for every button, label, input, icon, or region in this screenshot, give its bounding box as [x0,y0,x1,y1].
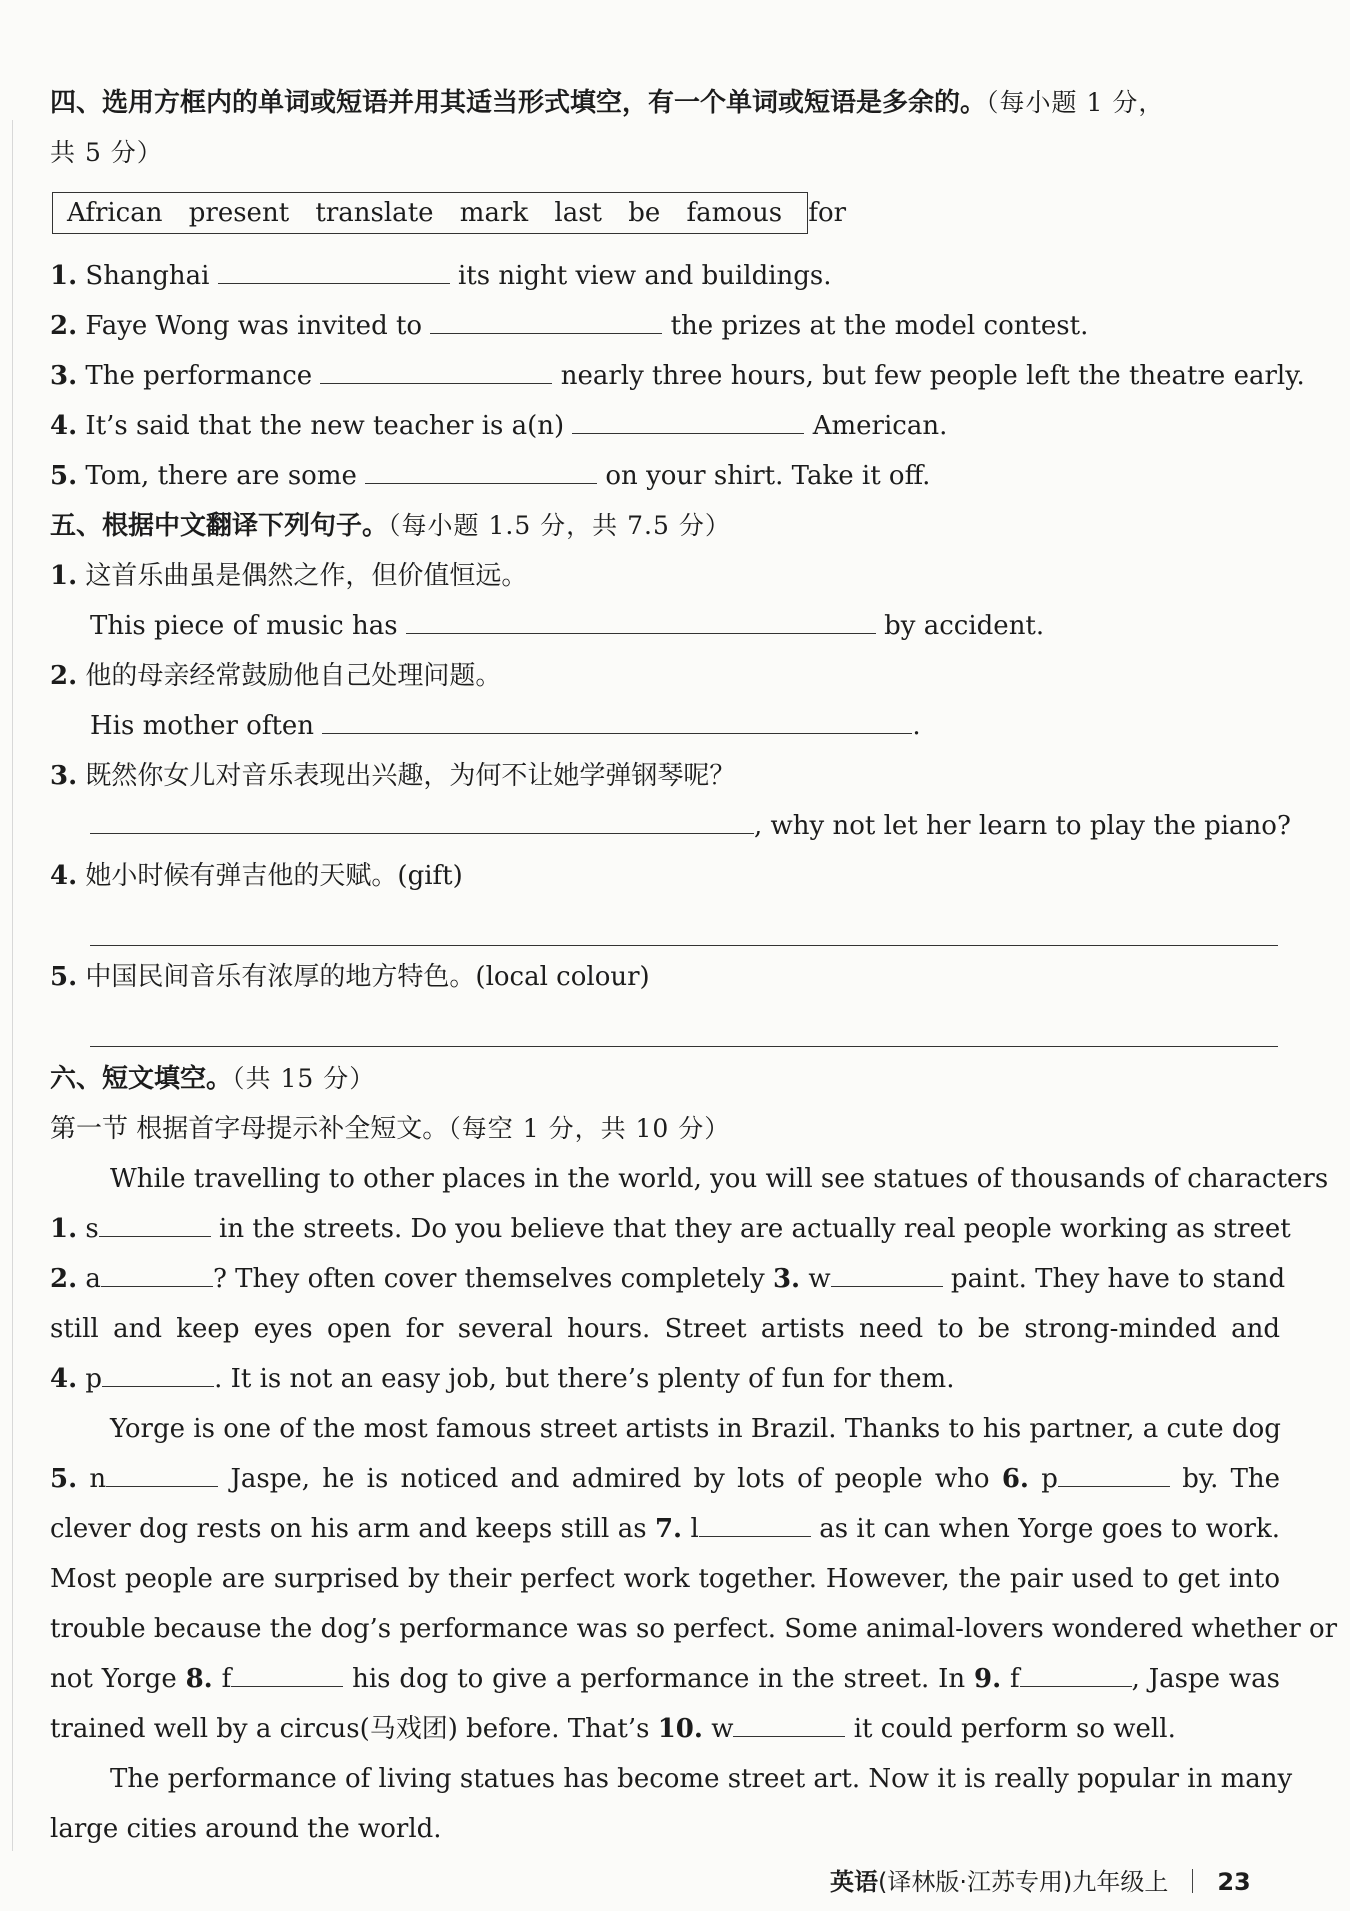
s5-item-1-cn: 1. 这首乐曲虽是偶然之作，但价值恒远。 [50,561,528,591]
answer-blank[interactable] [322,709,912,734]
s4-item-3: 3. The performance nearly three hours, but few people left the theatre early. [50,361,1305,391]
passage-line: still and keep eyes open for several hours. Street artists need to be strong-minded and [50,1314,1280,1344]
s5-item-4-cn: 4. 她小时候有弹吉他的天赋。(gift) [50,861,463,891]
passage-line: 1. s in the streets. Do you believe that they are actually real people working as street [50,1214,1291,1244]
passage-line: 5. n Jaspe, he is noticed and admired by lots of people who 6. p by. The [50,1464,1281,1494]
passage-line: 4. p . It is not an easy job, but there’s plenty of fun for them. [50,1364,955,1394]
answer-blank[interactable] [406,609,876,634]
answer-blank[interactable] [365,459,597,484]
section-4-points: 共 5 分） [50,138,163,167]
answer-blank[interactable] [218,259,450,284]
section-6-subheading: 第一节 根据首字母提示补全短文。（每空 1 分，共 10 分） [50,1114,731,1144]
page-edge [12,120,13,1851]
page-footer [830,1867,1251,1897]
answer-blank[interactable] [1058,1462,1170,1487]
answer-blank[interactable] [90,809,754,834]
s5-item-3-en: , why not let her learn to play the piano? [90,809,1280,843]
passage-line: trouble because the dog’s performance was so perfect. Some animal-lovers wondered whether or [50,1614,1338,1644]
section-6-heading: 六、短文填空。（共 15 分） [50,1064,376,1094]
footer-subject: 英语 [830,1868,878,1896]
s4-item-2: 2. Faye Wong was invited to the prizes at the model contest. [50,311,1089,341]
answer-blank[interactable] [102,1362,214,1387]
answer-blank[interactable] [101,1262,213,1287]
answer-blank[interactable] [699,1512,811,1537]
answer-blank[interactable] [733,1712,845,1737]
section-5-heading: 五、根据中文翻译下列句子。（每小题 1.5 分，共 7.5 分） [50,511,731,541]
s5-item-2-en: His mother often . [90,711,921,741]
passage-line: While travelling to other places in the world, you will see statues of thousands of characters [110,1164,1329,1194]
passage-line: clever dog rests on his arm and keeps still as 7. l as it can when Yorge goes to work. [50,1514,1280,1544]
s5-item-5-cn: 5. 中国民间音乐有浓厚的地方特色。(local colour) [50,962,650,992]
section-4-heading: 四、选用方框内的单词或短语并用其适当形式填空，有一个单词或短语是多余的。（每小题 1 分， [50,88,1165,118]
answer-blank[interactable] [831,1262,943,1287]
answer-blank[interactable] [320,359,552,384]
footer-grade: 九年级上 [1072,1868,1169,1896]
passage-line: Yorge is one of the most famous street artists in Brazil. Thanks to his partner, a cute dog [110,1414,1281,1444]
footer-divider [1192,1869,1193,1893]
s5-item-2-cn: 2. 他的母亲经常鼓励他自己处理问题。 [50,661,502,691]
s4-item-1: 1. Shanghai its night view and buildings. [50,261,832,291]
answer-blank[interactable] [106,1462,218,1487]
answer-line[interactable] [90,945,1278,946]
passage-line: large cities around the world. [50,1814,442,1844]
passage-line: 2. a ? They often cover themselves completely 3. w paint. They have to stand [50,1264,1286,1294]
s5-item-1-en: This piece of music has by accident. [90,611,1045,641]
passage-line: trained well by a circus(马戏团) before. That’s 10. w it could perform so well. [50,1714,1176,1744]
s4-item-4: 4. It’s said that the new teacher is a(n) American. [50,411,948,441]
answer-blank[interactable] [99,1212,211,1237]
answer-blank[interactable] [231,1662,343,1687]
s5-item-3-cn: 3. 既然你女儿对音乐表现出兴趣，为何不让她学弹钢琴呢？ [50,761,736,791]
s4-item-5: 5. Tom, there are some on your shirt. Take it off. [50,461,931,491]
answer-blank[interactable] [1020,1662,1132,1687]
answer-line[interactable] [90,1046,1278,1047]
footer-edition: (译林版·江苏专用) [878,1868,1073,1896]
passage-line: The performance of living statues has become street art. Now it is really popular in many [110,1764,1293,1794]
passage-line: Most people are surprised by their perfect work together. However, the pair used to get into [50,1564,1280,1594]
answer-blank[interactable] [572,409,804,434]
page-number: 23 [1217,1868,1251,1896]
passage-line: not Yorge 8. f his dog to give a performance in the street. In 9. f , Jaspe was [50,1664,1280,1694]
answer-blank[interactable] [430,309,662,334]
word-box: African present translate mark last be famous for [52,192,808,234]
